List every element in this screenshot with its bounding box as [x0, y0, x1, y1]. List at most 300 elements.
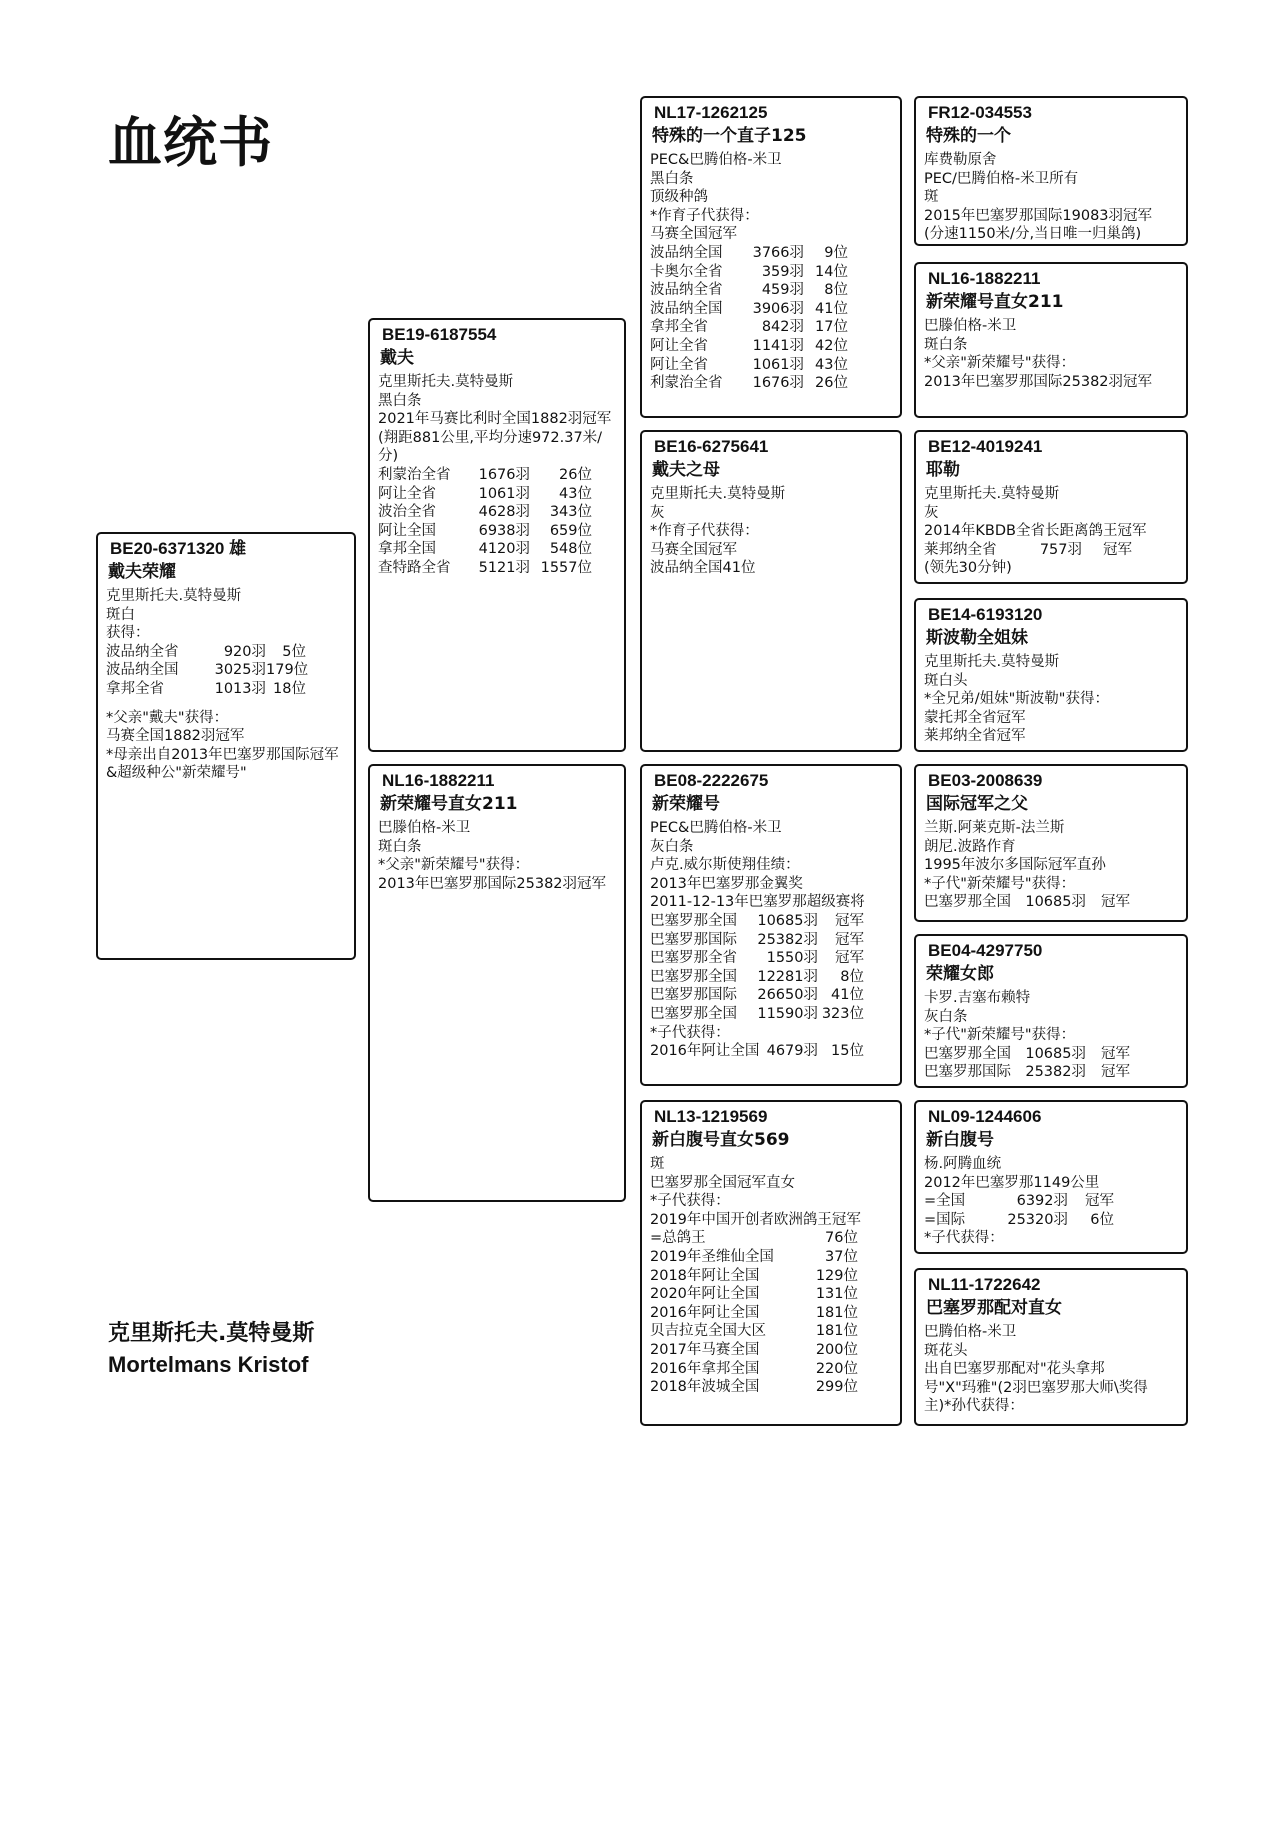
pedigree-card-dam-dam: [640, 1100, 902, 1426]
detail-text: 斑: [650, 1156, 665, 1172]
detail-text: *子代获得：: [650, 1193, 730, 1210]
pedigree-card-subject: [96, 532, 356, 960]
detail-line: [650, 318, 894, 337]
detail-text: 波品纳全省: [106, 643, 179, 660]
detail-text: (领先30分钟): [924, 560, 1012, 577]
detail-text: 波治全省: [378, 504, 436, 521]
ring-number: FR12-034553: [928, 103, 1032, 122]
detail-text: 克里斯托夫.莫特曼斯: [378, 374, 514, 390]
detail-result: 299位: [815, 1379, 858, 1396]
ring-number: NL16-1882211: [928, 269, 1041, 288]
detail-text: 2016年阿让全国: [650, 1043, 760, 1060]
detail-result: 42位: [815, 337, 848, 354]
detail-result: 76位: [825, 1230, 858, 1247]
card-details: [650, 485, 894, 578]
detail-line: [378, 429, 618, 448]
detail-result: 41位: [831, 987, 864, 1004]
detail-text: 1995年波尔多国际冠军直孙: [924, 857, 1106, 874]
detail-line: [924, 207, 1180, 226]
pigeon-name: 新白腹号直女569: [652, 1130, 790, 1150]
detail-line: [650, 1341, 894, 1360]
detail-line: [650, 1155, 894, 1174]
detail-text: 克里斯托夫.莫特曼斯: [106, 588, 242, 604]
pedigree-card-sire-sire: [640, 96, 902, 418]
ring-number: NL09-1244606: [928, 1107, 1042, 1126]
detail-count: 10685羽: [757, 912, 818, 929]
detail-line: [106, 709, 348, 728]
detail-text: 2019年中国开创者欧洲鸽王冠军: [650, 1211, 861, 1228]
detail-text: 克里斯托夫.莫特曼斯: [924, 486, 1060, 502]
detail-text: 2013年巴塞罗那国际25382羽冠军: [924, 373, 1153, 390]
detail-count: 4628羽: [478, 504, 530, 521]
detail-result: 冠军: [1103, 541, 1132, 558]
pedigree-card-sds: [914, 430, 1188, 584]
detail-result: 8位: [840, 968, 864, 985]
detail-count: 3766羽: [752, 244, 804, 261]
page-title: 血统书: [108, 111, 273, 174]
detail-result: 18位: [273, 680, 306, 697]
pigeon-name: 新荣耀号: [652, 794, 720, 814]
detail-line: [378, 856, 618, 875]
detail-line: [650, 1285, 894, 1304]
card-details: [650, 151, 894, 393]
detail-count: 757羽: [1039, 541, 1082, 558]
card-details: [650, 819, 894, 1061]
detail-text: *全兄弟/姐妹"斯波勒"获得：: [924, 691, 1109, 708]
detail-line: [650, 1267, 894, 1286]
detail-text: 巴滕伯格-米卫: [924, 318, 1017, 334]
detail-text: 查特路全省: [378, 559, 451, 576]
detail-result: 323位: [821, 1005, 864, 1022]
detail-text: =总鸽王: [650, 1230, 706, 1247]
detail-line: [924, 1229, 1180, 1248]
pedigree-card-dss: [914, 764, 1188, 922]
detail-text: 卡罗.吉塞布赖特: [924, 990, 1031, 1006]
detail-text: 波品纳全国: [650, 244, 723, 261]
detail-text: 巴塞罗那国际: [650, 931, 737, 948]
detail-text: 贝吉拉克全国大区: [650, 1323, 766, 1340]
detail-line: [924, 1323, 1180, 1342]
detail-line: [924, 504, 1180, 523]
detail-spacer: [106, 699, 348, 709]
breeder-name-cn: 克里斯托夫.莫特曼斯: [108, 1321, 315, 1346]
detail-text: 马赛全国1882羽冠军: [106, 728, 245, 745]
detail-text: 2013年巴塞罗那国际25382羽冠军: [378, 875, 607, 892]
detail-line: [650, 838, 894, 857]
detail-text: 2017年马赛全国: [650, 1341, 760, 1358]
detail-line: [924, 653, 1180, 672]
detail-text: 灰: [650, 504, 665, 521]
detail-line: [650, 263, 894, 282]
detail-line: [924, 1379, 1180, 1398]
detail-text: *父亲"新荣耀号"获得：: [924, 355, 1076, 372]
pedigree-card-sire: [368, 318, 626, 752]
detail-text: (分速1150米/分,当日唯一归巢鸽): [924, 226, 1142, 243]
detail-line: [650, 931, 894, 950]
detail-line: [650, 522, 894, 541]
pigeon-name: 斯波勒全姐妹: [926, 628, 1028, 648]
ring-number: BE14-6193120: [928, 605, 1043, 624]
detail-result: 1557位: [540, 559, 592, 576]
detail-text: PEC&巴腾伯格-米卫: [650, 152, 782, 168]
detail-text: 2018年波城全国: [650, 1379, 760, 1396]
detail-line: [924, 727, 1180, 746]
detail-result: 41位: [815, 300, 848, 317]
ring-number: BE12-4019241: [928, 437, 1043, 456]
detail-text: 2016年拿邦全国: [650, 1360, 760, 1377]
detail-line: [378, 392, 618, 411]
detail-result: 冠军: [1101, 1064, 1130, 1081]
detail-count: 25320羽: [1007, 1211, 1068, 1228]
detail-line: [924, 1342, 1180, 1361]
card-details: [924, 317, 1180, 391]
pigeon-name: 国际冠军之父: [926, 794, 1028, 814]
detail-result: 15位: [831, 1043, 864, 1060]
pedigree-card-dam: [368, 764, 626, 1202]
detail-text: 号"X"玛雅"(2羽巴塞罗那大师\奖得: [924, 1379, 1148, 1396]
detail-result: 8位: [824, 282, 848, 299]
detail-result: 17位: [815, 319, 848, 336]
ring-number: NL17-1262125: [654, 103, 768, 122]
pigeon-name: 新荣耀号直女211: [380, 794, 518, 814]
detail-text: 巴滕伯格-米卫: [378, 820, 471, 836]
detail-text: PEC/巴腾伯格-米卫所有: [924, 170, 1079, 187]
detail-line: [650, 244, 894, 263]
detail-text: 分): [378, 448, 399, 465]
detail-result: 343位: [549, 504, 592, 521]
detail-line: [378, 522, 618, 541]
detail-text: 2021年马赛比利时全国1882羽冠军: [378, 411, 612, 428]
detail-line: [106, 661, 348, 680]
detail-text: *作育子代获得：: [650, 523, 759, 540]
detail-line: [650, 151, 894, 170]
detail-line: [106, 746, 348, 765]
detail-line: [106, 727, 348, 746]
detail-text: =国际: [924, 1211, 966, 1228]
card-details: [924, 1155, 1180, 1248]
detail-text: 斑: [924, 189, 939, 206]
detail-line: [650, 281, 894, 300]
detail-line: [650, 856, 894, 875]
detail-result: 659位: [549, 522, 592, 539]
detail-text: &超级种公"新荣耀号": [106, 765, 247, 782]
detail-text: *子代"新荣耀号"获得：: [924, 875, 1076, 892]
pedigree-card-sss: [914, 96, 1188, 246]
detail-text: 2015年巴塞罗那国际19083羽冠军: [924, 207, 1153, 224]
detail-text: 2016年阿让全国: [650, 1304, 760, 1321]
detail-line: [650, 986, 894, 1005]
detail-count: 842羽: [761, 319, 804, 336]
detail-text: 卡奥尔全省: [650, 263, 723, 280]
detail-count: 10685羽: [1025, 1045, 1086, 1062]
detail-text: =全国: [924, 1193, 966, 1210]
detail-line: [924, 170, 1180, 189]
pigeon-name: 新白腹号: [926, 1130, 994, 1150]
detail-line: [650, 188, 894, 207]
detail-text: 波品纳全国: [650, 300, 723, 317]
detail-text: 波品纳全省: [650, 282, 723, 299]
detail-line: [924, 373, 1180, 392]
detail-count: 12281羽: [757, 968, 818, 985]
detail-line: [650, 225, 894, 244]
detail-line: [378, 447, 618, 466]
detail-text: 拿邦全省: [106, 680, 164, 697]
detail-count: 4120羽: [478, 541, 530, 558]
detail-count: 10685羽: [1025, 894, 1086, 911]
detail-text: 巴塞罗那全国: [924, 894, 1011, 911]
detail-result: 26位: [815, 375, 848, 392]
detail-result: 冠军: [835, 912, 864, 929]
detail-count: 1676羽: [752, 375, 804, 392]
detail-text: 巴塞罗那全国冠军直女: [650, 1174, 795, 1191]
card-details: [378, 819, 618, 893]
detail-line: [378, 559, 618, 578]
detail-text: 2014年KBDB全省长距离鸽王冠军: [924, 523, 1147, 540]
detail-result: 200位: [815, 1341, 858, 1358]
detail-result: 9位: [824, 244, 848, 261]
detail-line: [924, 1174, 1180, 1193]
detail-line: [650, 207, 894, 226]
ring-number: BE04-4297750: [928, 941, 1043, 960]
detail-result: 43位: [815, 356, 848, 373]
detail-text: 2018年阿让全国: [650, 1267, 760, 1284]
pedigree-card-dam-sire: [640, 764, 902, 1086]
detail-count: 920羽: [223, 643, 266, 660]
detail-line: [378, 838, 618, 857]
detail-line: [924, 838, 1180, 857]
detail-text: 利蒙治全省: [378, 466, 451, 483]
pedigree-card-ssd: [914, 262, 1188, 418]
detail-text: 斑白: [106, 606, 135, 623]
detail-text: 黑白条: [378, 392, 422, 409]
detail-line: [924, 1192, 1180, 1211]
detail-line: [650, 541, 894, 560]
detail-line: [924, 856, 1180, 875]
detail-line: [378, 466, 618, 485]
detail-text: *子代获得：: [650, 1024, 730, 1041]
detail-text: 蒙托邦全省冠军: [924, 709, 1026, 726]
detail-line: [650, 968, 894, 987]
detail-line: [650, 1211, 894, 1230]
detail-line: [106, 764, 348, 783]
detail-line: [924, 989, 1180, 1008]
detail-line: [378, 540, 618, 559]
detail-text: 顶级种鸽: [650, 189, 708, 206]
detail-line: [650, 1005, 894, 1024]
card-details: [924, 989, 1180, 1082]
detail-line: [106, 643, 348, 662]
detail-line: [106, 587, 348, 606]
pedigree-card-dds: [914, 1100, 1188, 1254]
pedigree-card-ddd: [914, 1268, 1188, 1426]
detail-text: *父亲"新荣耀号"获得：: [378, 857, 530, 874]
detail-line: [924, 522, 1180, 541]
detail-line: [924, 317, 1180, 336]
detail-text: 灰白条: [650, 838, 694, 855]
detail-text: *母亲出自2013年巴塞罗那国际冠军: [106, 746, 339, 763]
detail-line: [378, 875, 618, 894]
detail-text: 莱邦纳全省: [924, 541, 997, 558]
detail-text: 阿让全省: [378, 485, 436, 502]
detail-text: 拿邦全国: [378, 541, 436, 558]
detail-text: 朗尼.波路作育: [924, 838, 1016, 855]
pedigree-card-sdd: [914, 598, 1188, 752]
detail-line: [924, 672, 1180, 691]
detail-line: [924, 1211, 1180, 1230]
detail-text: 出自巴塞罗那配对"花头拿邦: [924, 1361, 1105, 1378]
detail-count: 6938羽: [478, 522, 530, 539]
detail-text: 阿让全国: [378, 522, 436, 539]
detail-text: 卢克.威尔斯使翔佳绩：: [650, 857, 800, 874]
detail-text: 斑白头: [924, 672, 968, 689]
detail-line: [650, 1322, 894, 1341]
pigeon-name: 荣耀女郎: [926, 964, 994, 984]
detail-text: 2013年巴塞罗那金翼奖: [650, 875, 803, 892]
detail-count: 1550羽: [766, 950, 818, 967]
detail-count: 1061羽: [752, 356, 804, 373]
detail-text: *子代"新荣耀号"获得：: [924, 1027, 1076, 1044]
detail-text: 2012年巴塞罗那1149公里: [924, 1174, 1100, 1191]
detail-count: 3025羽: [214, 662, 266, 679]
detail-result: 129位: [815, 1267, 858, 1284]
breeder-name-en: Mortelmans Kristof: [108, 1352, 309, 1377]
detail-line: [650, 356, 894, 375]
detail-line: [924, 1155, 1180, 1174]
detail-text: 巴塞罗那全国: [650, 912, 737, 929]
detail-line: [650, 893, 894, 912]
detail-line: [650, 819, 894, 838]
detail-result: 37位: [825, 1248, 858, 1265]
pigeon-name: 特殊的一个: [926, 126, 1011, 146]
detail-line: [650, 1024, 894, 1043]
detail-text: 2011-12-13年巴塞罗那超级赛将: [650, 894, 865, 911]
detail-line: [924, 690, 1180, 709]
detail-text: 巴塞罗那全省: [650, 950, 737, 967]
detail-line: [650, 1248, 894, 1267]
detail-count: 1061羽: [478, 485, 530, 502]
detail-text: 杨.阿腾血统: [924, 1156, 1002, 1172]
detail-line: [650, 1304, 894, 1323]
detail-result: 220位: [815, 1360, 858, 1377]
pigeon-name: 戴夫之母: [652, 460, 720, 480]
detail-text: 黑白条: [650, 170, 694, 187]
detail-count: 359羽: [761, 263, 804, 280]
detail-text: 斑花头: [924, 1342, 968, 1359]
card-details: [924, 819, 1180, 912]
detail-text: 获得：: [106, 625, 150, 642]
detail-text: 兰斯.阿莱克斯-法兰斯: [924, 820, 1065, 836]
detail-line: [924, 188, 1180, 207]
detail-result: 冠军: [1101, 1045, 1130, 1062]
detail-text: (翔距881公里,平均分速972.37米/: [378, 429, 603, 446]
detail-line: [924, 225, 1180, 244]
detail-text: *作育子代获得：: [650, 207, 759, 224]
detail-text: 灰白条: [924, 1008, 968, 1025]
pigeon-name: 巴塞罗那配对直女: [926, 1298, 1062, 1318]
detail-line: [924, 559, 1180, 578]
detail-result: 26位: [559, 466, 592, 483]
detail-line: [650, 1042, 894, 1061]
detail-text: 利蒙治全省: [650, 375, 723, 392]
card-details: [924, 653, 1180, 746]
detail-text: 2020年阿让全国: [650, 1286, 760, 1303]
card-details: [106, 587, 348, 783]
detail-result: 冠军: [835, 931, 864, 948]
ring-number: NL11-1722642: [928, 1275, 1041, 1294]
detail-line: [106, 606, 348, 625]
detail-line: [650, 912, 894, 931]
pedigree-card-dsd: [914, 934, 1188, 1088]
detail-text: 巴腾伯格-米卫: [924, 1324, 1017, 1340]
detail-line: [106, 680, 348, 699]
detail-result: 179位: [266, 662, 309, 679]
ring-number: BE03-2008639: [928, 771, 1043, 790]
detail-count: 11590羽: [757, 1005, 818, 1022]
ring-number: BE19-6187554: [382, 325, 497, 344]
pigeon-name: 特殊的一个直子125: [652, 126, 807, 146]
detail-result: 181位: [815, 1323, 858, 1340]
detail-result: 43位: [559, 485, 592, 502]
detail-text: 灰: [924, 504, 939, 521]
detail-line: [924, 1360, 1180, 1379]
detail-count: 25382羽: [1025, 1064, 1086, 1081]
detail-result: 548位: [549, 541, 592, 558]
card-details: [378, 373, 618, 578]
detail-line: [924, 485, 1180, 504]
detail-line: [650, 1378, 894, 1397]
detail-line: [924, 875, 1180, 894]
detail-line: [650, 1192, 894, 1211]
pigeon-name: 耶勒: [926, 460, 960, 480]
detail-text: PEC&巴腾伯格-米卫: [650, 820, 782, 836]
detail-text: 巴塞罗那全国: [924, 1045, 1011, 1062]
detail-line: [924, 336, 1180, 355]
detail-text: 库费勒原舍: [924, 152, 997, 168]
detail-line: [924, 709, 1180, 728]
detail-count: 3906羽: [752, 300, 804, 317]
detail-text: *父亲"戴夫"获得：: [106, 709, 229, 726]
detail-line: [924, 1008, 1180, 1027]
detail-line: [924, 1045, 1180, 1064]
detail-line: [650, 504, 894, 523]
detail-result: 131位: [815, 1286, 858, 1303]
detail-count: 1013羽: [214, 680, 266, 697]
detail-result: 6位: [1090, 1211, 1114, 1228]
detail-text: 主)*孙代获得：: [924, 1398, 1024, 1415]
detail-line: [650, 1229, 894, 1248]
detail-count: 26650羽: [757, 987, 818, 1004]
detail-text: 马赛全国冠军: [650, 226, 737, 243]
detail-line: [924, 1063, 1180, 1082]
detail-line: [378, 373, 618, 392]
detail-line: [650, 1174, 894, 1193]
detail-text: 马赛全国冠军: [650, 541, 737, 558]
ring-number: BE20-6371320 雄: [110, 539, 247, 558]
detail-count: 5121羽: [478, 559, 530, 576]
detail-line: [650, 875, 894, 894]
detail-line: [378, 485, 618, 504]
card-details: [650, 1155, 894, 1397]
detail-text: *子代获得：: [924, 1230, 1004, 1247]
detail-count: 1676羽: [478, 466, 530, 483]
detail-line: [106, 624, 348, 643]
detail-text: 波品纳全国41位: [650, 560, 756, 577]
detail-result: 5位: [282, 643, 306, 660]
card-details: [924, 485, 1180, 578]
detail-line: [924, 1397, 1180, 1416]
pigeon-name: 戴夫荣耀: [108, 562, 176, 582]
detail-line: [924, 151, 1180, 170]
